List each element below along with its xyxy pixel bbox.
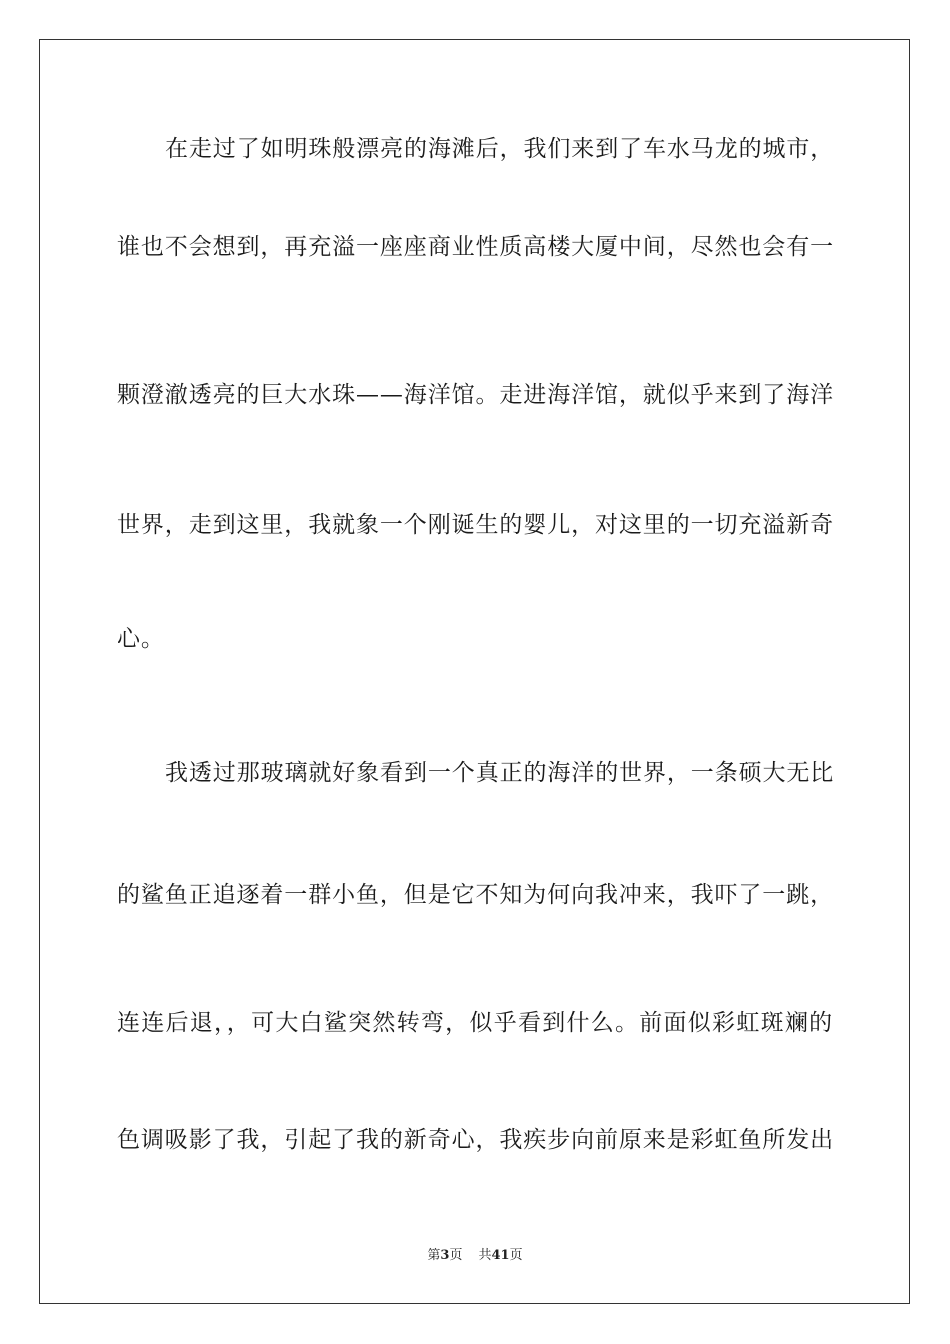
page-border — [39, 39, 910, 1304]
paragraph-1-line-4: 世界，走到这里，我就象一个刚诞生的婴儿，对这里的一切充溢新奇 — [117, 512, 834, 538]
paragraph-2-line-1: 我透过那玻璃就好象看到一个真正的海洋的世界，一条硕大无比 — [165, 760, 835, 786]
footer-total-pages: 41 — [491, 1248, 510, 1263]
paragraph-2-line-4: 色调吸影了我，引起了我的新奇心，我疾步向前原来是彩虹鱼所发出 — [117, 1127, 834, 1153]
paragraph-1-line-5: 心。 — [117, 626, 165, 652]
paragraph-1-line-3: 颗澄澈透亮的巨大水珠——海洋馆。走进海洋馆，就似乎来到了海洋 — [117, 382, 834, 408]
paragraph-2-line-3: 连连后退，，可大白鲨突然转弯，似乎看到什么。前面似彩虹斑斓的 — [117, 1010, 833, 1036]
paragraph-2-line-2: 的鲨鱼正追逐着一群小鱼，但是它不知为何向我冲来，我吓了一跳， — [117, 882, 834, 908]
page-footer — [0, 1246, 950, 1266]
footer-page-prefix: 第 — [427, 1248, 441, 1263]
footer-total-suffix: 页 — [509, 1248, 523, 1263]
paragraph-1-line-1: 在走过了如明珠般漂亮的海滩后，我们来到了车水马龙的城市， — [165, 136, 835, 162]
paragraph-1-line-2: 谁也不会想到，再充溢一座座商业性质高楼大厦中间，尽然也会有一 — [117, 234, 834, 260]
footer-page-number: 3 — [440, 1248, 450, 1263]
footer-page-suffix: 页 — [449, 1248, 463, 1263]
footer-total-prefix: 共 — [478, 1248, 492, 1263]
